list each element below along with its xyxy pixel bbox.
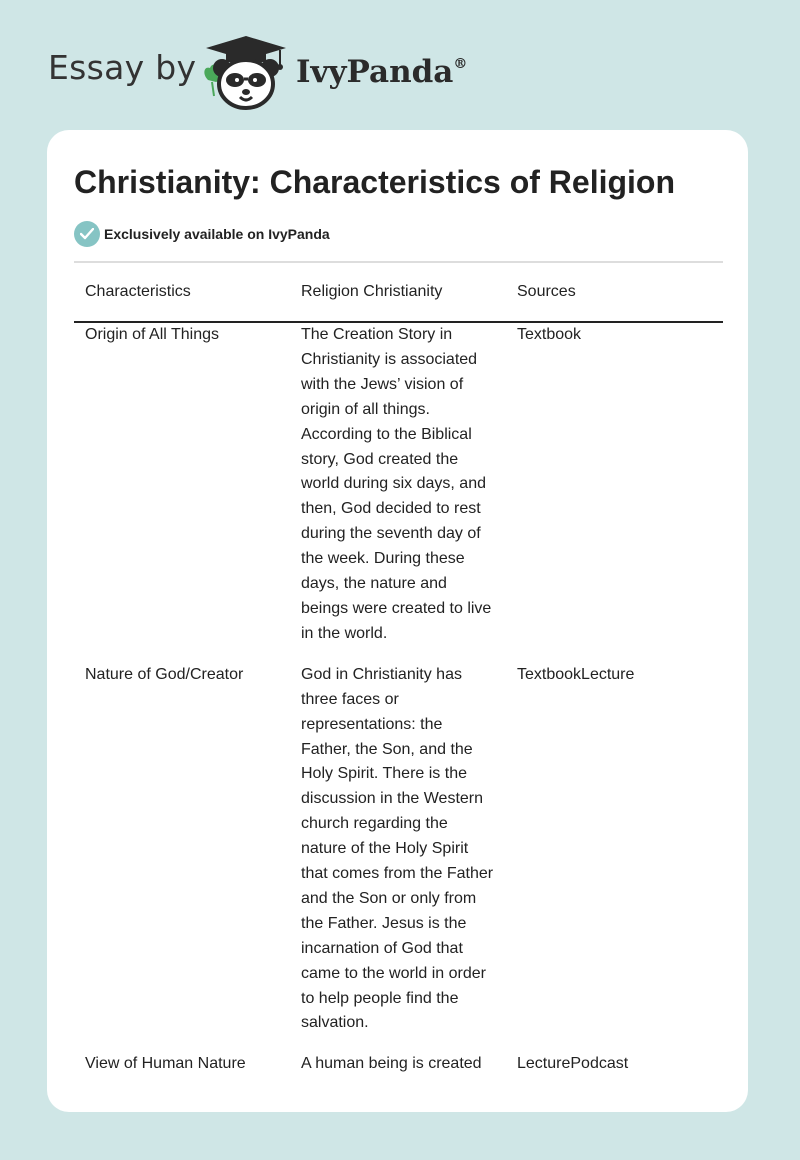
cell-description: God in Christianity has three faces or representations: the Father, the Son, and the Holy Spirit. There is the discussion in the Western church regarding the nature of the Holy Spirit that comes from the Father and the Son or only from the Father. Jesus is the incarnation of God that came to the world in order to help people find the salvation. (301, 665, 494, 1032)
characteristics-table (74, 263, 723, 1093)
brand-name-text: IvyPanda (296, 54, 454, 90)
column-header-characteristics: Characteristics (74, 263, 290, 322)
brand-name[interactable] (296, 54, 467, 90)
cell-sources: LecturePodcast (517, 1055, 629, 1073)
table-row (74, 1052, 723, 1093)
exclusive-badge (74, 221, 330, 247)
column-header-religion: Religion Christianity (290, 263, 506, 322)
table-header-row (74, 263, 723, 322)
table-row (74, 322, 723, 663)
exclusive-badge-text: Exclusively available on IvyPanda (104, 226, 330, 242)
page-title: Christianity: Characteristics of Religion (74, 164, 676, 200)
panda-logo-icon[interactable] (200, 34, 292, 110)
cell-sources: Textbook (517, 326, 582, 343)
cell-characteristic: Origin of All Things (85, 326, 219, 343)
cell-characteristic: View of Human Nature (85, 1055, 246, 1073)
registered-mark: ® (453, 56, 468, 72)
cell-description: A human being is created (301, 1055, 482, 1073)
cell-description: The Creation Story in Christianity is associated with the Jews’ vision of origin of all things. According to the Biblical story, God created the world during six days, and then, God decided to rest during the seventh day of the week. During these days, the nature and beings were created to live in the world. (301, 326, 492, 642)
cell-sources: TextbookLecture (517, 665, 635, 683)
essay-card (47, 130, 748, 1112)
essay-by-label: Essay by (48, 48, 197, 87)
cell-characteristic: Nature of God/Creator (85, 665, 244, 683)
column-header-sources: Sources (506, 263, 723, 322)
characteristics-table-wrapper (74, 263, 723, 1093)
table-row (74, 663, 723, 1053)
site-header (48, 34, 508, 110)
check-circle-icon (74, 221, 100, 247)
